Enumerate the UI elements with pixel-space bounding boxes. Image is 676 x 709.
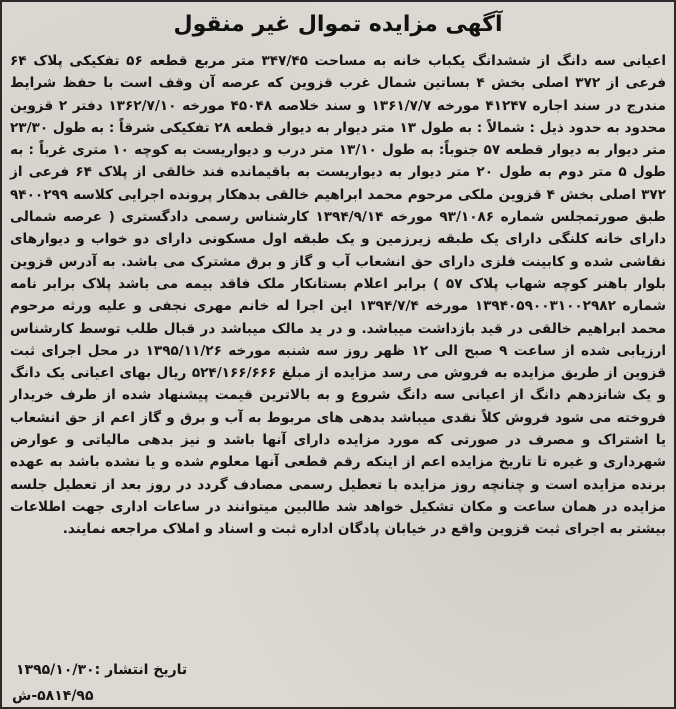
notice-body-text: اعیانی سه دانگ از ششدانگ یکباب خانه به مساحت ۳۴۷/۴۵ متر مربع قطعه ۵۶ تفکیکی پلاک ۶۴ فرعی از ۳۷۲ اصلی بخش ۴ بساتین شمال غرب قزوین که عرصه آن وقف است با حفظ شرایط مندرج در سند اجاره ۴۱۲۴۷ مورخه ۱۳۶۱/۷/۷ و سند خلاصه ۴۵۰۴۸ مورخه ۱۳۶۲/۷/۱۰ دفتر ۲ قزوین محدود به حدود ذیل : شمالاً : به طول ۱۳ متر دیوار به دیوار قطعه ۲۸ تفکیکی شرقاً : به طول ۲۳/۳۰ متر دیوار به دیوار قطعه ۵۷ جنوباً: به طول ۱۳/۱۰ متر درب و دیواریست به کوچه ۱۰ متری غرباً : به طول ۵ متر دوم به طول ۲۰ متر دیوار به دیواریست به باقیمانده فند خالقی از پلاک ۶۴ فرعی از ۳۷۲ اصلی بخش ۴ قزوین ملکی مرحوم محمد ابراهیم خالقی بدهکار پرونده اجرایی کلاسه ۹۴۰۰۲۹۹ طبق صورتمجلس شماره ۹۳/۱۰۸۶ مورخه ۱۳۹۴/۹/۱۴ کارشناس رسمی دادگستری ( عرصه شمالی دارای خانه کلنگی دارای یک طبقه زیرزمین و یک طبقه اول مسکونی دارای دو خواب و دیوارهای نقاشی شده و کابینت فلزی دارای حق انشعاب آب و گاز و برق مشترک می باشد. به آدرس قزوین بلوار باهنر کوچه شهاب پلاک ۵۷ ) برابر اعلام بستانکار ملک فاقد بیمه می باشد پلاک برابر نامه شماره ۱۳۹۴۰۵۹۰۰۳۱۰۰۲۹۸۲ مورخه ۱۳۹۴/۷/۴ این اجرا له خانم مهری نجفی و علیه ورثه مرحوم محمد ابراهیم خالقی در قید بازداشت میباشد. و در ید مالک میباشد در قبال طلب توسط کارشناس ارزیابی شده از ساعت ۹ صبح الی ۱۲ ظهر روز سه شنبه مورخه ۱۳۹۵/۱۱/۲۶ در محل اجرای ثبت قزوین از طریق مزایده به فروش می رسد مزایده از مبلغ ۵۲۴/۱۶۶/۶۶۶ ریال بهای اعیانی یک دانگ و یک شانزدهم دانگ از اعیانی سه دانگ شروع و به بالاترین قیمت پیشنهاد شده از طرف خریدار فروخته می شود فروش کلاً نقدی میباشد بدهی های مربوط به آب و برق و گاز اعم از حق انشعاب یا اشتراک و مصرف در صورتی که مورد مزایده دارای آنها باشد و نیز بدهی مالیاتی و عوارض شهرداری و غیره تا تاریخ مزایده اعم از اینکه رقم قطعی آنها معلوم شده و یا نشده باشد به عهده برنده مزایده است و چنانچه روز مزایده با تعطیل رسمی مصادف گردد در روز بعد از تعطیل جلسه مزایده در همان ساعت و مکان تشکیل خواهد شد طالبین میتوانند در ساعات اداری جهت اطلاعات بیشتر به اجرای ثبت قزوین واقع در خیابان پادگان اداره ثبت و اسناد و املاک مراجعه نمایند.: [10, 53, 667, 538]
publish-date: تاریخ انتشار :۱۳۹۵/۱۰/۳۰: [16, 662, 188, 678]
notice-title: آگهی مزایده تموال غیر منقول: [173, 12, 503, 37]
ad-reference-code: ۵۸۱۴/۹۵-ش: [12, 688, 94, 704]
